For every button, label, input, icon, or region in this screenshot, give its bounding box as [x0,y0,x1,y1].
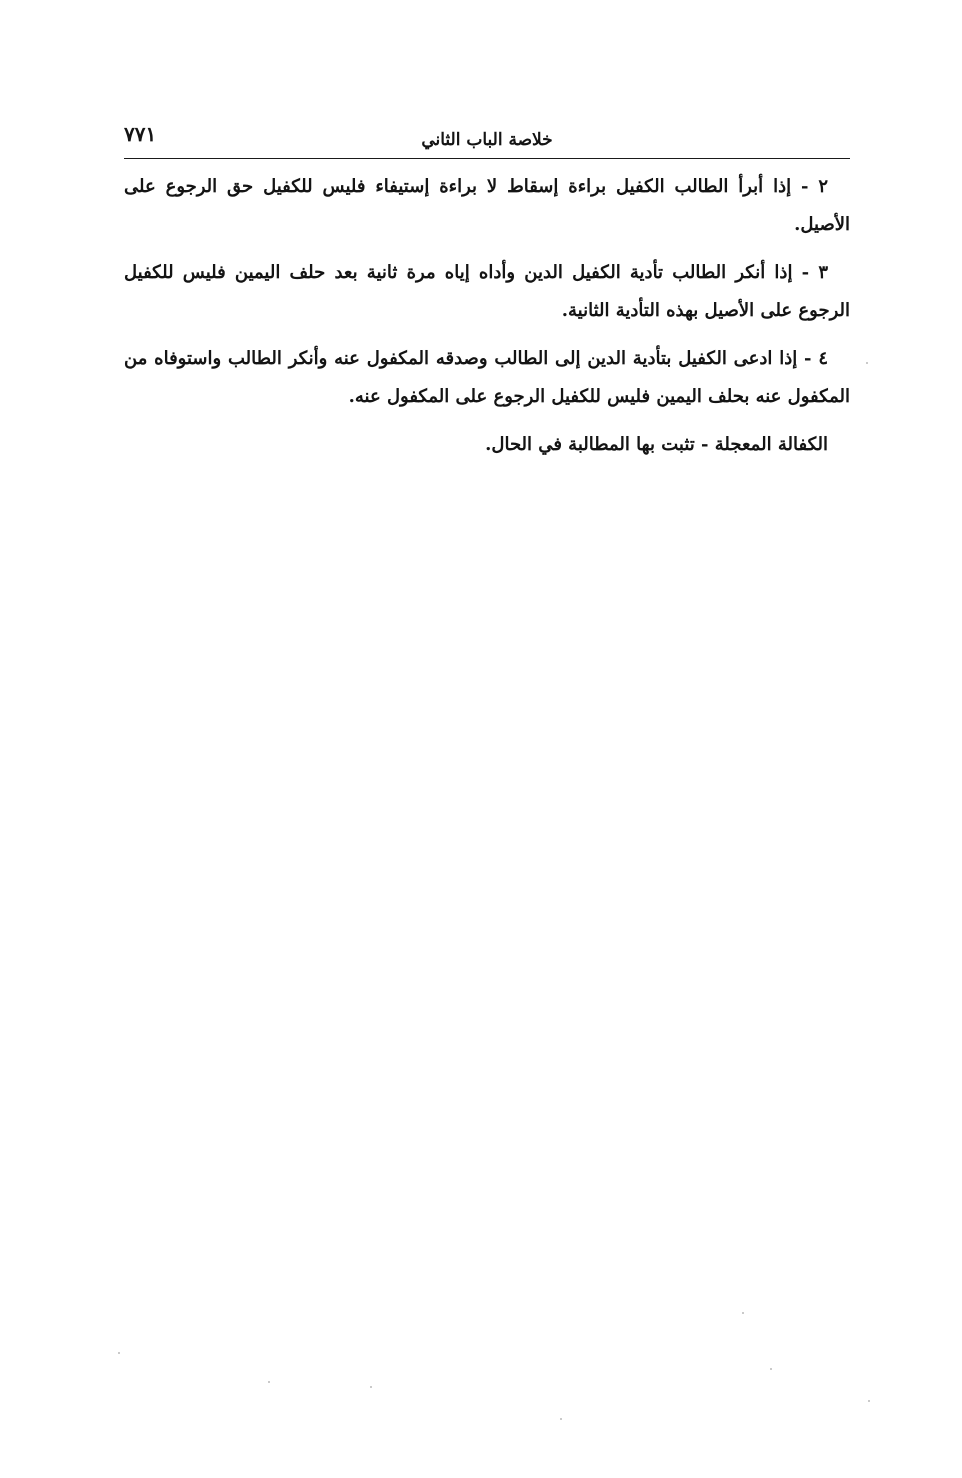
running-header [124,122,850,159]
chapter-summary-title: خلاصة الباب الثاني [421,130,553,150]
scan-speck [866,362,868,364]
page-number: ٧٧١ [124,122,157,146]
scan-speck [560,1418,562,1420]
scan-speck [770,1368,772,1370]
scan-speck [868,1400,870,1402]
paragraph-immediate-surety: الكفالة المعجلة - تثبت بها المطالبة في الحال. [485,434,828,455]
scan-speck [268,1381,270,1383]
paragraph-item-4: ٤ - إذا ادعى الكفيل بتأدية الدين إلى الطالب وصدقه المكفول عنه وأنكر الطالب واستوفاه من المكفول عنه بحلف اليمين فليس للكفيل الرجوع على المكفول عنه. [124,348,850,407]
body-text [124,168,850,474]
paragraph-item-3: ٣ - إذا أنكر الطالب تأدية الكفيل الدين وأداه إياه مرة ثانية بعد حلف اليمين فليس للكفيل الرجوع على الأصيل بهذه التأدية الثانية. [124,262,850,321]
scan-speck [370,1386,372,1388]
paragraph-item-2: ٢ - إذا أبرأ الطالب الكفيل براءة إسقاط لا براءة إستيفاء فليس للكفيل حق الرجوع على الأصيل. [124,176,850,235]
scan-speck [742,1312,744,1314]
scan-speck [118,1352,120,1354]
